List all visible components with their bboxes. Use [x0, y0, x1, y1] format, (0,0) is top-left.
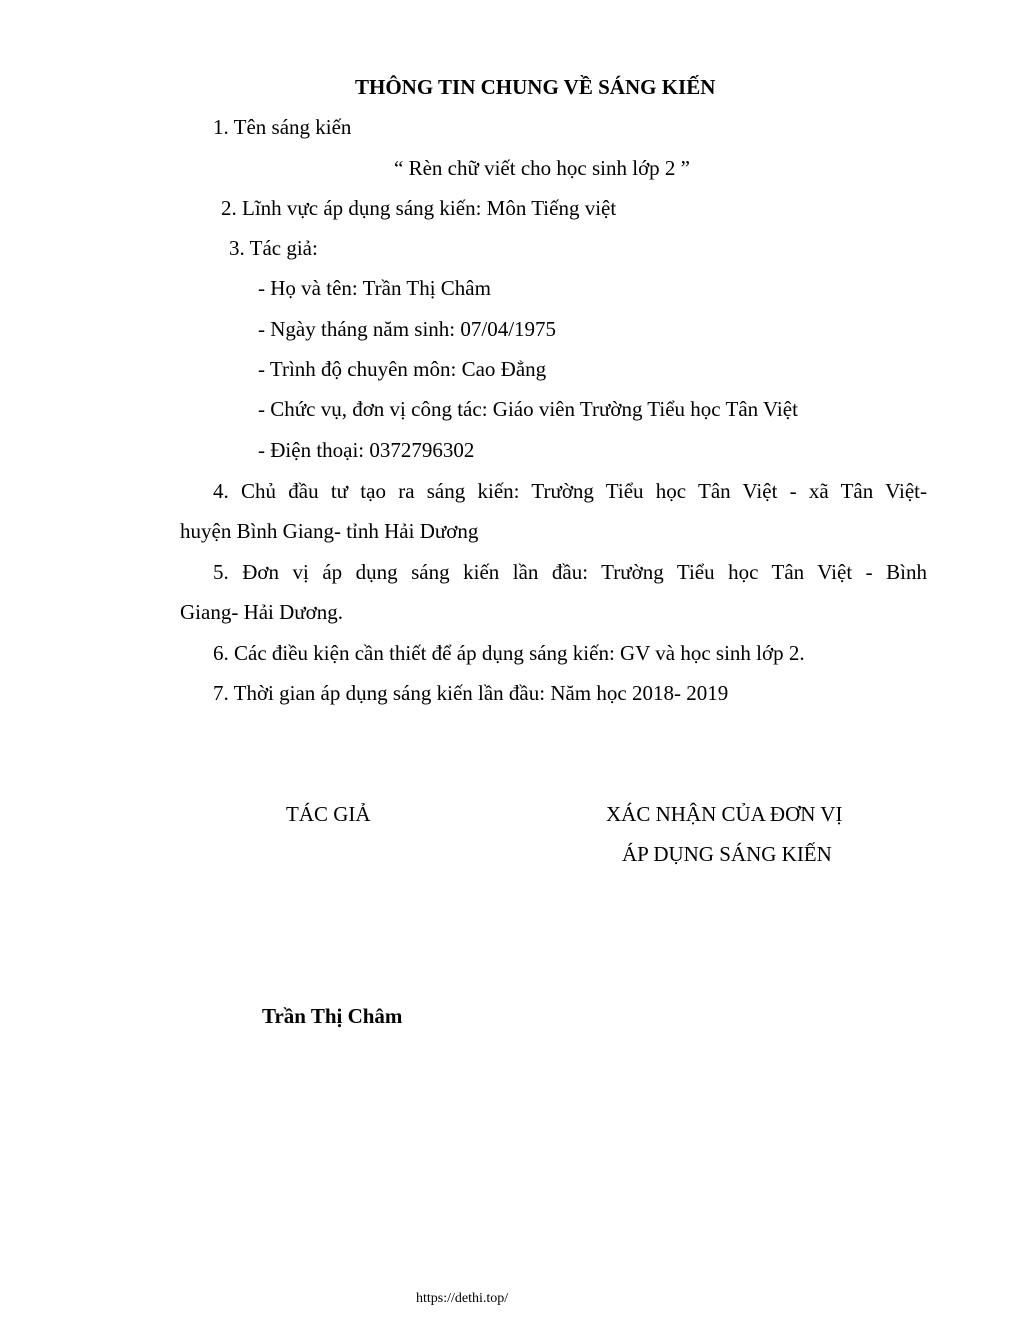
item-5-line-2: Giang- Hải Dương.	[180, 600, 344, 624]
initiative-name: “ Rèn chữ viết cho học sinh lớp 2 ”	[394, 156, 690, 180]
item-1-label: 1. Tên sáng kiến	[213, 115, 352, 139]
author-position-line: - Chức vụ, đơn vị công tác: Giáo viên Trường Tiểu học Tân Việt	[258, 397, 798, 421]
author-phone-line: - Điện thoại: 0372796302	[258, 438, 475, 462]
item-2-field: 2. Lĩnh vực áp dụng sáng kiến: Môn Tiếng việt	[221, 196, 617, 220]
item-7-field: 7. Thời gian áp dụng sáng kiến lần đầu: Năm học 2018- 2019	[213, 681, 729, 705]
author-signature-name: Trần Thị Châm	[262, 1004, 403, 1028]
author-signature-heading: TÁC GIẢ	[286, 802, 371, 826]
item-4-line-1: 4. Chủ đầu tư tạo ra sáng kiến: Trường Tiểu học Tân Việt - xã Tân Việt-	[213, 479, 927, 503]
item-6-field: 6. Các điều kiện cần thiết để áp dụng sáng kiến: GV và học sinh lớp 2.	[213, 641, 805, 665]
footer-url: https://dethi.top/	[416, 1291, 509, 1306]
author-qualification-line: - Trình độ chuyên môn: Cao Đẳng	[258, 357, 547, 381]
page-title: THÔNG TIN CHUNG VỀ SÁNG KIẾN	[355, 75, 716, 99]
unit-confirmation-heading-line-1: XÁC NHẬN CỦA ĐƠN VỊ	[606, 802, 843, 826]
author-birth-line: - Ngày tháng năm sinh: 07/04/1975	[258, 317, 557, 341]
author-name-line: - Họ và tên: Trần Thị Châm	[258, 276, 491, 300]
item-5-line-1: 5. Đơn vị áp dụng sáng kiến lần đầu: Trường Tiểu học Tân Việt - Bình	[213, 560, 927, 584]
unit-confirmation-heading-line-2: ÁP DỤNG SÁNG KIẾN	[622, 842, 832, 866]
item-3-label: 3. Tác giả:	[229, 236, 318, 260]
item-4-line-2: huyện Bình Giang- tỉnh Hải Dương	[180, 519, 479, 543]
